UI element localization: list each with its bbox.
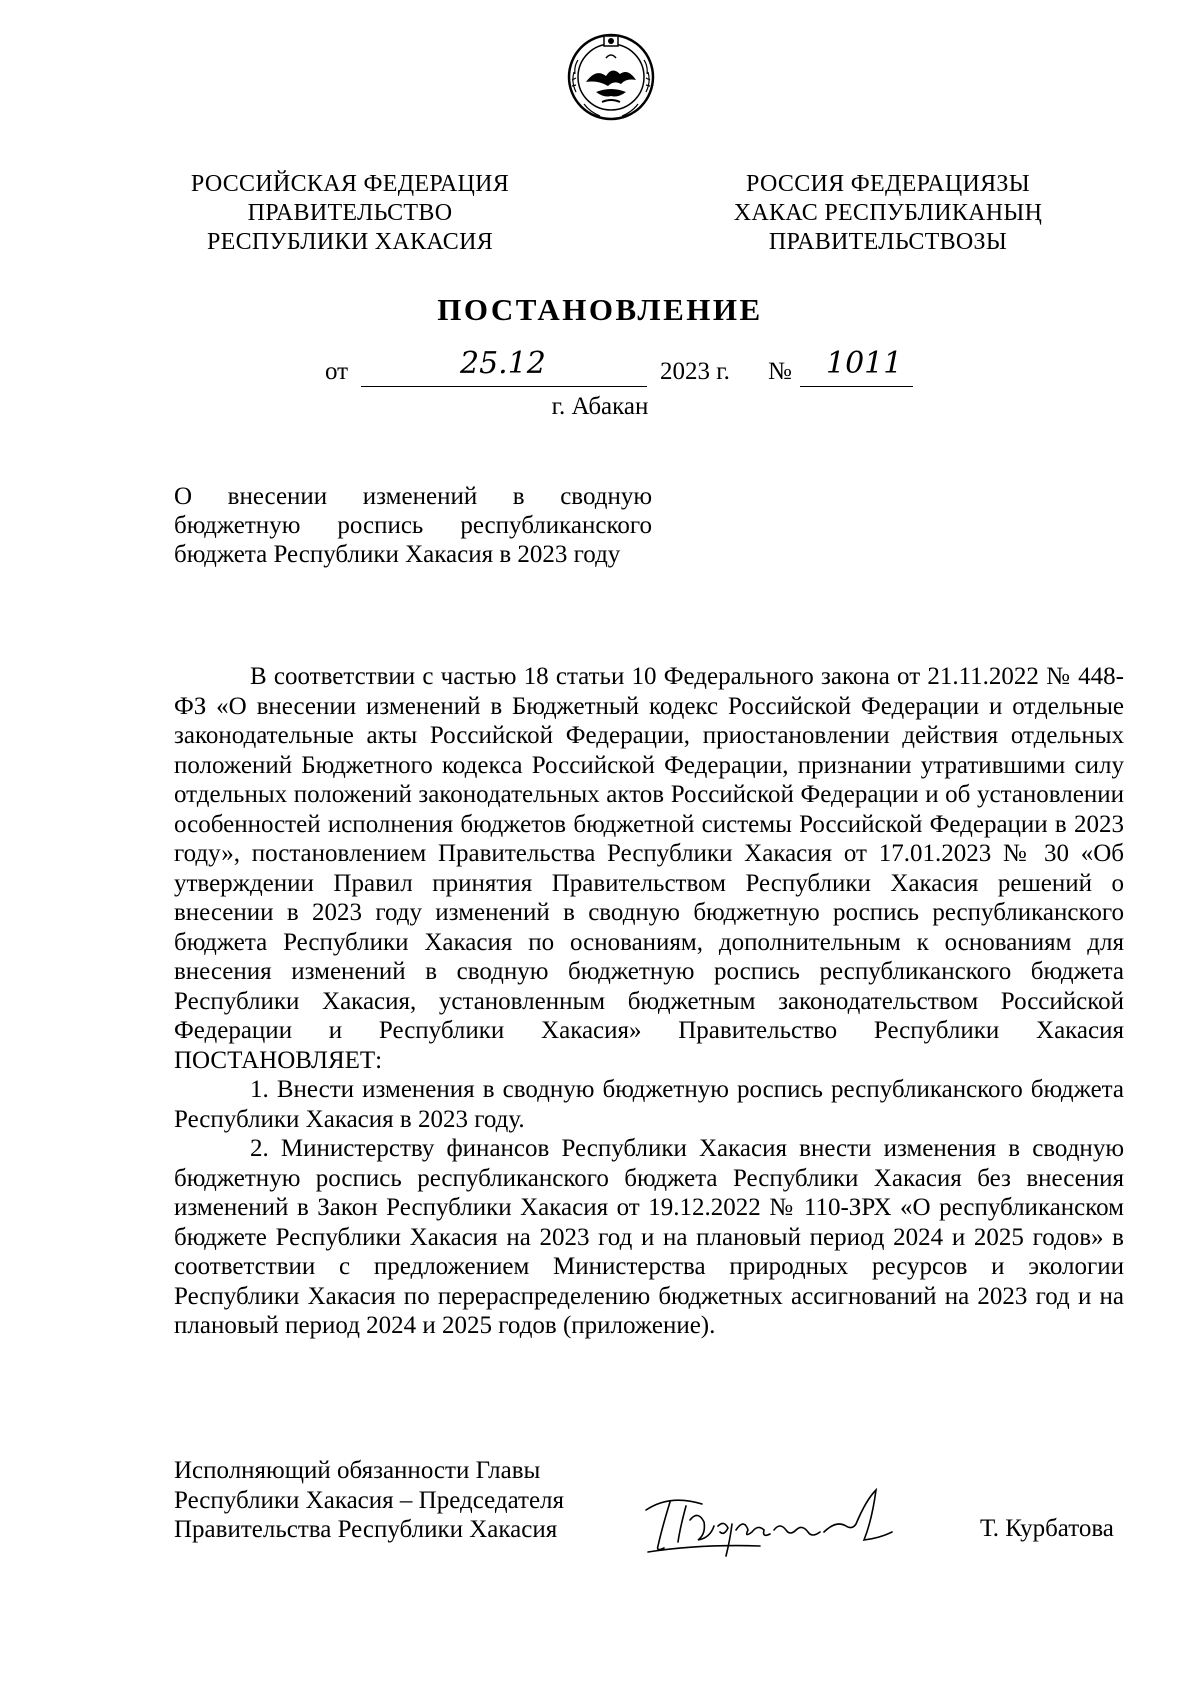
header-right xyxy=(718,170,1058,257)
date-prefix: от xyxy=(325,358,349,385)
signatory-title-line-3: Правительства Республики Хакасия xyxy=(174,1516,558,1543)
header-left-line-2: ПРАВИТЕЛЬСТВО xyxy=(247,200,453,226)
header-right-line-3: ПРАВИТЕЛЬСТВОЗЫ xyxy=(768,229,1008,255)
signatory-title-line-2: Республики Хакасия – Председателя xyxy=(174,1486,565,1514)
document-title: ПОСТАНОВЛЕНИЕ xyxy=(437,292,763,327)
header-left xyxy=(180,170,520,257)
header-right-line-1: РОССИЯ ФЕДЕРАЦИЯЗЫ xyxy=(746,171,1030,197)
header-right-line-2: ХАКАС РЕСПУБЛИКАНЫҢ xyxy=(733,200,1043,226)
header-left-line-1: РОССИЙСКАЯ ФЕДЕРАЦИЯ xyxy=(190,171,510,197)
handwritten-signature xyxy=(640,1480,910,1560)
body-paragraph-1: В соответствии с частью 18 статьи 10 Федерального закона от 21.11.2022 № 448-ФЗ «О внесении изменений в Бюджетный кодекс Российской Федерации и отдельные законодательные акты Российской Федерации, приостановлении действия отдельных положений Бюджетного кодекса Российской Федерации, признании утратившими силу отдельных положений законодательных актов Российской Федерации и об установлении особенностей исполнения бюджетов бюджетной системы Российской Федерации в 2023 году», постановлением Правительства Республики Хакасия от 17.01.2023 № 30 «Об утверждении Правил принятия Правительством Республики Хакасия решений о внесении в 2023 году изменений в сводную бюджетную роспись республиканского бюджета Республики Хакасия по основаниям, дополнительным к основаниям для внесения изменений в сводную бюджетную роспись республиканского бюджета Республики Хакасия, установленным бюджетным законодательством Российской Федерации и Республики Хакасия» Правительство Республики Хакасия ПОСТАНОВЛЯЕТ: xyxy=(174,663,1124,1074)
number-handwritten: 1011 xyxy=(826,346,903,381)
body-paragraph-3: 2. Министерству финансов Республики Хакасия внести изменения в сводную бюджетную роспись республиканского бюджета Республики Хакасия без внесения изменений в Закон Республики Хакасия от 19.12.2022 № 110-ЗРХ «О республиканском бюджете Республики Хакасия на 2023 год и на плановый период 2024 и 2025 годов» в соответствии с предложением Министерства природных ресурсов и экологии Республики Хакасия по перераспределению бюджетных ассигнований на 2023 год и на плановый период 2024 и 2025 годов (приложение). xyxy=(174,1135,1124,1339)
city: г. Абакан xyxy=(551,393,649,420)
number-underline xyxy=(800,386,913,387)
document-subject: О внесении изменений в сводную бюджетную роспись республиканского бюджета Республики Хакасия в 2023 году xyxy=(174,483,652,568)
signer-name: Т. Курбатова xyxy=(980,1515,1114,1542)
document-body xyxy=(174,662,1124,1341)
date-underline xyxy=(361,386,647,387)
coat-of-arms-emblem xyxy=(566,32,656,122)
number-sign: № xyxy=(768,358,792,385)
document-year: 2023 г. xyxy=(660,358,730,385)
signatory-title xyxy=(174,1456,564,1545)
date-handwritten: 25.12 xyxy=(460,346,546,381)
signatory-title-line-1: Исполняющий обязанности Главы xyxy=(174,1457,541,1484)
header-left-line-3: РЕСПУБЛИКИ ХАКАСИЯ xyxy=(206,229,494,255)
body-paragraph-2: 1. Внести изменения в сводную бюджетную роспись республиканского бюджета Республики Хакасия в 2023 году. xyxy=(174,1076,1124,1133)
